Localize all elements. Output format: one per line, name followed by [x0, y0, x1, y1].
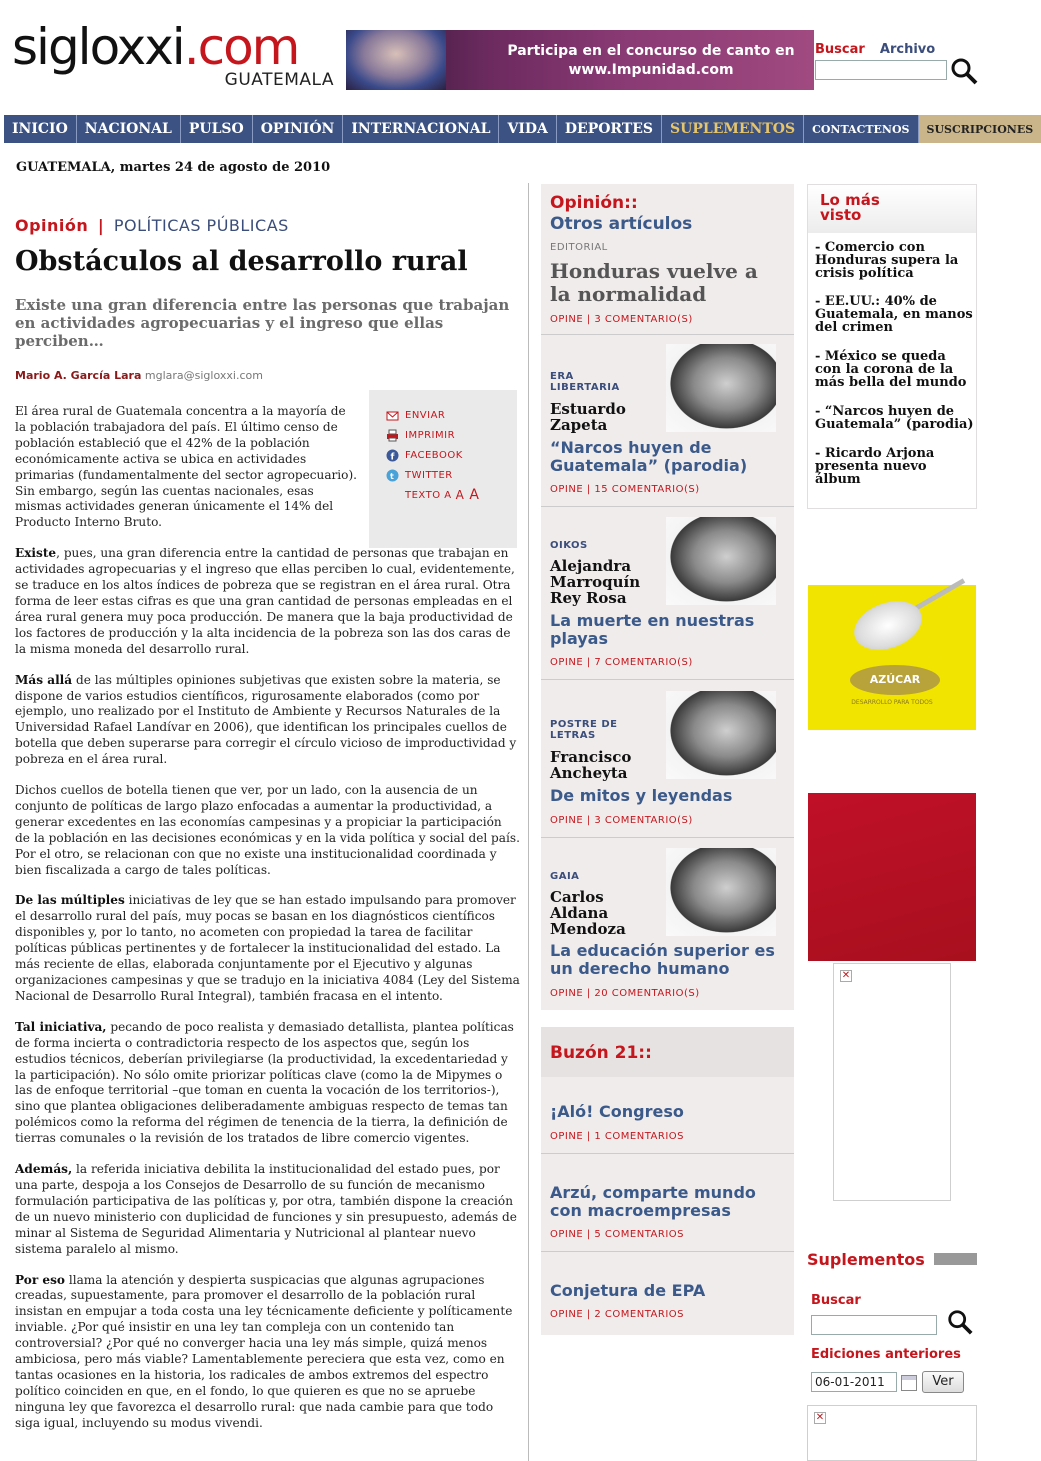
- nav-pulso[interactable]: PULSO: [181, 115, 253, 143]
- nav-contactenos[interactable]: CONTACTENOS: [804, 115, 918, 143]
- search-input[interactable]: [815, 60, 947, 80]
- nav-suscripciones[interactable]: SUSCRIPCIONES: [919, 115, 1041, 143]
- ad-badge: AZÚCAR: [850, 665, 940, 695]
- paragraph-text: , pues, una gran diferencia entre la cantidad de personas que trabajan en actividades agropecuarias y el ingreso que ellas perciben lo cual, evidentemente, se traduce en los altos índices de pobreza que se registran en el área rural. Otra forma de leer estas cifras es que una gran cantidad de personas empleadas en el área rural genera muy poca producción. De manera que la baja productividad de los factores de producción y la alta incidencia de la pobreza son las dos caras de la misma moneda del desarrollo rural.: [15, 546, 515, 656]
- buzon-title[interactable]: Arzú, comparte mundo con macroempresas: [550, 1183, 756, 1220]
- buzon-meta[interactable]: OPINE | 2 COMENTARIOS: [550, 1309, 684, 1320]
- author-photo: [666, 517, 776, 605]
- paragraph-lead: Existe: [15, 546, 57, 561]
- sidebar-search-label: Buscar: [811, 1293, 861, 1308]
- buzon-heading[interactable]: Buzón 21::: [550, 1043, 652, 1063]
- banner-photo: [346, 30, 446, 90]
- paragraph-text: Dichos cuellos de botella tienen que ver, por un lado, con la ausencia de un conjunto de políticas de largo plazo enfocadas a aumentar la productividad, a generar excedentes en las economías campesinas y a propiciar la participación de la población en las decisiones económicas y en la vida política y social del país. Por el otro, se relacionan con que no existe una institucionalidad coordinada y bien fiscalizada a cargo de tales políticas.: [15, 783, 520, 877]
- paragraph: [15, 546, 520, 657]
- column-section: POSTRE DE LETRAS: [550, 719, 618, 741]
- editorial-title[interactable]: Honduras vuelve a la normalidad: [550, 259, 758, 306]
- author-email[interactable]: mglara@sigloxxi.com: [144, 369, 263, 382]
- paragraph-lead: Por eso: [15, 1272, 65, 1287]
- paragraph: [15, 404, 360, 531]
- buzon-title[interactable]: ¡Aló! Congreso: [550, 1102, 684, 1121]
- header-search: [815, 38, 980, 57]
- sidebar-search-icon[interactable]: [946, 1308, 974, 1336]
- logo-sub: GUATEMALA: [224, 70, 334, 90]
- logo-dot: .com: [183, 18, 299, 76]
- sidebar-search-input[interactable]: [811, 1315, 937, 1335]
- article-lead: Existe una gran diferencia entre las personas que trabajan en actividades agropecuarias y el ingreso que ellas perciben…: [15, 296, 510, 350]
- print-label: IMPRIMIR: [405, 430, 456, 441]
- text-larger-button[interactable]: A: [469, 487, 480, 503]
- column-meta[interactable]: OPINE | 20 COMENTARIO(S): [550, 988, 700, 999]
- nav-opinion[interactable]: OPINIÓN: [253, 115, 344, 143]
- most-viewed-header: [808, 185, 976, 233]
- paragraph-lead: De las múltiples: [15, 893, 125, 908]
- paragraph: [15, 783, 520, 878]
- opinion-box: [541, 184, 794, 1010]
- most-viewed-item[interactable]: - “Narcos huyen de Guatemala” (parodia): [815, 404, 974, 432]
- article-body: [15, 404, 520, 1447]
- byline: [15, 369, 263, 382]
- column-section: ERA LIBERTARIA: [550, 371, 620, 393]
- most-viewed-item[interactable]: - Ricardo Arjona presenta nuevo álbum: [815, 446, 935, 487]
- paragraph-text: iniciativas de ley que se han estado impulsando para promover el desarrollo rural del país, muy pocas se basan en los diagnósticos científicos disponibles y, por lo tanto, no acometen con propiedad la tarea de facilitar políticas públicas pertinentes y de fortalecer la institucionalidad del estado. La más reciente de ellas, elaborada conjuntamente por el Ejecutivo y algunas organizaciones campesinas y que se tradujo en la iniciativa 4084 (Ley del Sistema Nacional de Desarrollo Rural Integral), también fracasa en el intento.: [15, 893, 520, 1003]
- banner-line2: www.Impunidad.com: [568, 62, 734, 78]
- text-smaller-button[interactable]: A: [455, 488, 465, 502]
- calendar-icon[interactable]: [901, 1375, 917, 1391]
- send-label: ENVIAR: [405, 410, 446, 421]
- paragraph: [15, 673, 520, 768]
- column-author: Francisco Ancheyta: [550, 748, 632, 782]
- banner-ad[interactable]: [346, 30, 814, 90]
- ad-tagline: DESARROLLO PARA TODOS: [851, 699, 933, 706]
- editorial-section: EDITORIAL: [550, 242, 608, 253]
- spoon-image: [847, 592, 928, 658]
- section-label[interactable]: Opinión: [15, 216, 89, 235]
- column-title[interactable]: La educación superior es un derecho humano: [550, 941, 775, 978]
- logo-main: sigloxxi: [12, 18, 184, 76]
- sugar-ad[interactable]: [808, 585, 976, 730]
- nav-nacional[interactable]: NACIONAL: [77, 115, 181, 143]
- search-link[interactable]: Buscar: [815, 42, 865, 57]
- paragraph: [15, 1020, 520, 1147]
- column-author: Alejandra Marroquín Rey Rosa: [550, 557, 641, 607]
- broken-image: [807, 1405, 977, 1461]
- date-text: martes 24 de agosto de 2010: [115, 160, 331, 175]
- author-photo: [666, 691, 776, 779]
- buzon-header: [541, 1027, 794, 1077]
- buzon-meta[interactable]: OPINE | 1 COMENTARIOS: [550, 1131, 684, 1142]
- buzon-title[interactable]: Conjetura de EPA: [550, 1281, 706, 1300]
- divider: [541, 1153, 794, 1154]
- paragraph: [15, 1273, 520, 1432]
- column-section: OIKOS: [550, 540, 588, 551]
- buzon-meta[interactable]: OPINE | 5 COMENTARIOS: [550, 1229, 684, 1240]
- column-title[interactable]: “Narcos huyen de Guatemala” (parodia): [550, 438, 748, 475]
- subsection-label[interactable]: POLÍTICAS PÚBLICAS: [113, 216, 289, 235]
- twitter-label: TWITTER: [405, 470, 453, 481]
- nav-internacional[interactable]: INTERNACIONAL: [343, 115, 499, 143]
- site-logo[interactable]: [12, 18, 342, 92]
- svg-text:t: t: [390, 472, 395, 481]
- paragraph-lead: Tal iniciativa,: [15, 1019, 107, 1034]
- article-title: Obstáculos al desarrollo rural: [15, 246, 468, 277]
- nav-vida[interactable]: VIDA: [499, 115, 556, 143]
- svg-text:f: f: [390, 452, 395, 463]
- column-meta[interactable]: OPINE | 7 COMENTARIO(S): [550, 657, 693, 668]
- opinion-heading[interactable]: Opinión::: [550, 193, 638, 213]
- most-viewed-item[interactable]: - EE.UU.: 40% de Guatemala, en manos del crimen: [815, 294, 973, 335]
- most-viewed-item[interactable]: - Comercio con Honduras supera la crisis política: [815, 240, 959, 281]
- ver-button[interactable]: Ver: [922, 1371, 964, 1393]
- suplementos-heading[interactable]: Suplementos: [807, 1250, 925, 1269]
- search-icon[interactable]: [949, 56, 979, 86]
- divider: [541, 506, 794, 507]
- buzon-box: [541, 1027, 794, 1335]
- column-author: Estuardo Zapeta: [550, 400, 626, 434]
- column-meta[interactable]: OPINE | 15 COMENTARIO(S): [550, 484, 700, 495]
- broken-image-icon: ✕: [815, 1412, 825, 1423]
- column-meta[interactable]: OPINE | 3 COMENTARIO(S): [550, 815, 693, 826]
- kicker-divider: |: [97, 216, 105, 235]
- column-divider: [528, 183, 529, 1461]
- spoon-handle: [911, 578, 965, 612]
- red-ad[interactable]: [808, 793, 976, 961]
- broken-image-icon: ✕: [841, 970, 851, 981]
- nav-inicio[interactable]: INICIO: [4, 115, 77, 143]
- page-date: [16, 160, 330, 175]
- most-viewed-box: [807, 184, 977, 509]
- editions-label: Ediciones anteriores: [811, 1347, 961, 1362]
- divider: [541, 1251, 794, 1252]
- banner-line1: Participa en el concurso de canto en: [507, 43, 795, 59]
- paragraph-lead: Además,: [15, 1162, 73, 1177]
- broken-image: [833, 963, 951, 1201]
- paragraph-text: de las múltiples opiniones subjetivas que existen sobre la materia, se dispone de varios estudios científicos, rigurosamente elaborados (como por ejemplo, uno realizado por el Instituto de Ambiente y Recursos Naturales de la Universidad Rafael Landívar en 2006), que identifican los principales cuellos de botella que deben superarse para corregir el círculo vicioso de improductividad y pobreza en el área rural.: [15, 672, 517, 767]
- paragraph-lead: Más allá: [15, 672, 73, 687]
- facebook-label: FACEBOOK: [405, 450, 463, 461]
- paragraph: [15, 1162, 520, 1257]
- paragraph-text: pecando de poco realista y demasiado detallista, plantea políticas de forma incierta o contradictoria respecto de los aspectos que, según los estudios técnicos, deberían privilegiarse (la productividad, la excedentariedad y la participación). No sólo omite priorizar políticas clave (como la de Mipymes o las de enfoque territorial –que toman en cuenta la vocación de los territorios-), sino que plantea obligaciones deliberadamente ambiguas respecto de temas tan polémicos como la reforma del régimen de tenencia de la tierra, la definición de tierras comunales o la revisión de los tratados de libre comercio vigentes.: [15, 1019, 514, 1146]
- divider: [541, 334, 794, 335]
- paragraph-text: El área rural de Guatemala concentra a la mayoría de la población trabajadora del país. El último censo de población estableció que el 42% de la población económicamente activa se ubica en actividades primarias (fundamentalmente del sector agropecuario). Sin embargo, según las cuentas nacionales, esas mismas actividades generan únicamente el 14% del Producto Interno Bruto.: [15, 404, 358, 530]
- column-title[interactable]: La muerte en nuestras playas: [550, 611, 755, 648]
- most-viewed-heading: Lo más visto: [820, 191, 880, 224]
- suplementos-bar: [934, 1253, 977, 1265]
- column-title[interactable]: De mitos y leyendas: [550, 786, 733, 805]
- date-place: GUATEMALA,: [16, 160, 116, 175]
- paragraph-text: llama la atención y despierta suspicacias que algunas agrupaciones creadas, supuestamente, para promover el desarrollo de la población rural insistan en empujar a toda costa una ley técnicamente deficiente y políticamente inviable. ¿Por qué insistir en una ley tan compleja con un contenido tan controversial? ¿Por qué no converger hacia una ley más simple, quizá menos ambiciosa, pero más viable? Lamentablemente pereciera que esta vez, como en tantas ocasiones en la historia, los radicales de ambos extremos del espectro político coinciden en que, en el fondo, lo que quieren es que no se apruebe ninguna ley que favorezca el desarrollo rural: que nada cambie para que todo siga igual, incluyendo su modus vivendi.: [15, 1272, 513, 1430]
- article-kicker: [15, 216, 289, 235]
- paragraph: [15, 893, 520, 1004]
- column-section: GAIA: [550, 871, 580, 882]
- edition-date-input[interactable]: 06-01-2011: [811, 1372, 897, 1392]
- author-photo: [666, 848, 776, 936]
- author-name: Mario A. García Lara: [15, 369, 142, 382]
- archive-link[interactable]: Archivo: [879, 42, 936, 57]
- divider: [541, 679, 794, 680]
- column-author: Carlos Aldana Mendoza: [550, 888, 626, 938]
- opinion-subheading[interactable]: Otros artículos: [550, 214, 693, 234]
- author-photo: [666, 344, 776, 432]
- divider: [541, 837, 794, 838]
- nav-deportes[interactable]: DEPORTES: [557, 115, 662, 143]
- nav-suplementos[interactable]: SUPLEMENTOS: [662, 115, 804, 143]
- main-nav: [4, 115, 1034, 143]
- text-size-label: TEXTO A: [405, 489, 452, 501]
- editorial-meta[interactable]: OPINE | 3 COMENTARIO(S): [550, 314, 693, 325]
- paragraph-text: la referida iniciativa debilita la institucionalidad del estado pues, por una parte, despoja a los Consejos de Desarrollo de su función de mecanismo formulación participativa de las políticas y, por otra, también dispone la creación de un nuevo ministerio con duplicidad de funciones y sin presupuesto, además de minar al Sistema de Seguridad Alimentaria y Nutricional al plantear nuevo sistema paralelo al mismo.: [15, 1162, 517, 1256]
- most-viewed-item[interactable]: - México se queda con la corona de la más bella del mundo: [815, 349, 967, 390]
